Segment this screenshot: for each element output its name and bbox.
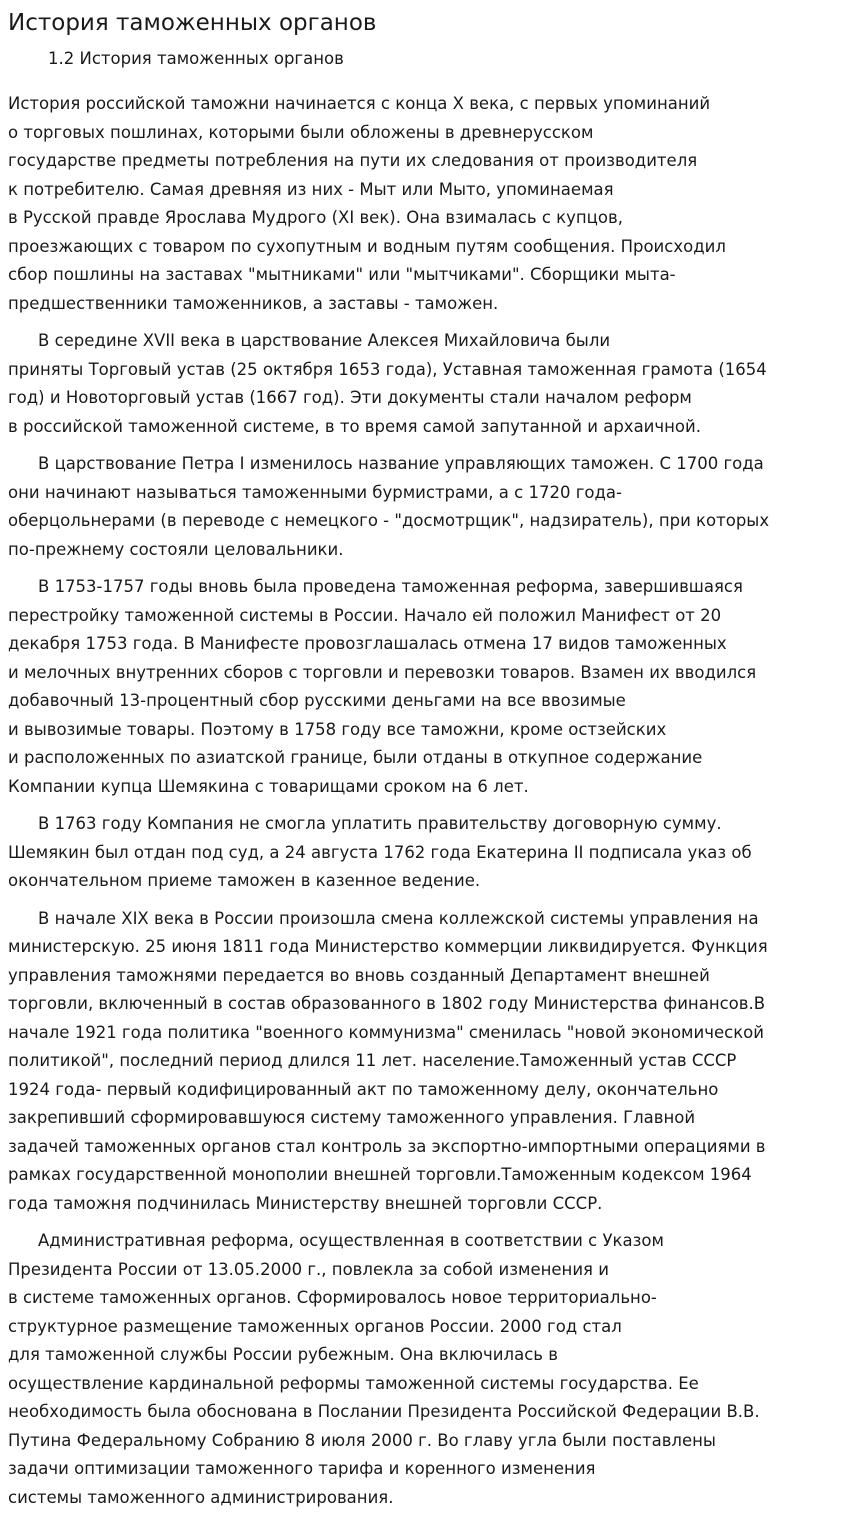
text-line: и мелочных внутренних сборов с торговли и перевозки товаров. Взамен их вводился bbox=[8, 662, 757, 682]
document-body bbox=[8, 90, 839, 1512]
text-line: необходимость была обоснована в Послании Президента Российской Федерации В.В. bbox=[8, 1402, 760, 1421]
text-line: год) и Новоторговый устав (1667 год). Эти документы стали началом реформ bbox=[8, 388, 692, 407]
text-line: начале 1921 года политика "военного коммунизма" сменилась "новой экономической bbox=[8, 1022, 764, 1042]
text-line: рамках государственной монополии внешней торговли.Таможенным кодексом 1964 bbox=[8, 1165, 752, 1184]
paragraph bbox=[8, 573, 839, 801]
text-line: политикой", последний период длился 11 лет. население.Таможенный устав СССР bbox=[8, 1051, 737, 1070]
text-line: Компании купца Шемякина с товарищами сроком на 6 лет. bbox=[8, 776, 529, 796]
paragraph bbox=[8, 905, 839, 1219]
paragraph bbox=[8, 810, 839, 896]
text-line: структурное размещение таможенных органов России. 2000 год стал bbox=[8, 1316, 622, 1336]
text-line: торговли, включенный в состав образованного в 1802 году Министерства финансов.В bbox=[8, 994, 766, 1013]
text-line: проезжающих с товаром по сухопутным и водным путям сообщения. Происходил bbox=[8, 236, 726, 256]
section-heading: 1.2 История таможенных органов bbox=[48, 49, 344, 68]
text-line: В начале XIX века в России произошла смена коллежской системы управления на bbox=[38, 908, 759, 928]
text-line: приняты Торговый устав (25 октября 1653 года), Уставная таможенная грамота (1654 bbox=[8, 359, 767, 379]
text-line: В царствование Петра I изменилось название управляющих таможен. С 1700 года bbox=[38, 454, 764, 473]
text-line: Административная реформа, осуществленная в соответствии с Указом bbox=[38, 1231, 664, 1250]
text-line: декабря 1753 года. В Манифесте провозглашалась отмена 17 видов таможенных bbox=[8, 634, 727, 653]
text-line: Путина Федеральному Собранию 8 июля 2000 г. Во главу угла были поставлены bbox=[8, 1430, 716, 1450]
text-line: в системе таможенных органов. Сформировалось новое территориально- bbox=[8, 1288, 657, 1307]
text-line: и вывозимые товары. Поэтому в 1758 году все таможни, кроме остзейских bbox=[8, 719, 667, 739]
text-line: года таможня подчинилась Министерству внешней торговли СССР. bbox=[8, 1193, 603, 1213]
text-line: системы таможенного администрирования. bbox=[8, 1487, 394, 1507]
text-line: История российской таможни начинается с конца X века, с первых упоминаний bbox=[8, 94, 711, 113]
text-line: закрепивший сформировавшуюся систему таможенного управления. Главной bbox=[8, 1108, 696, 1127]
text-line: задачей таможенных органов стал контроль за экспортно-импортными операциями в bbox=[8, 1136, 766, 1156]
text-line: в российской таможенной системе, в то время самой запутанной и архаичной. bbox=[8, 416, 701, 436]
paragraph bbox=[8, 90, 839, 318]
text-line: к потребителю. Самая древняя из них - Мыт или Мыто, упоминаемая bbox=[8, 179, 614, 199]
text-line: В середине XVII века в царствование Алексея Михайловича были bbox=[38, 331, 611, 350]
text-line: добавочный 13-процентный сбор русскими деньгами на все ввозимые bbox=[8, 691, 626, 710]
text-line: в Русской правде Ярослава Мудрого (XI век). Она взималась с купцов, bbox=[8, 208, 623, 227]
text-line: предшественники таможенников, а заставы - таможен. bbox=[8, 293, 499, 313]
text-line: государстве предметы потребления на пути их следования от производителя bbox=[8, 151, 698, 170]
text-line: для таможенной службы России рубежным. Она включилась в bbox=[8, 1345, 558, 1364]
page-title: История таможенных органов bbox=[8, 10, 377, 36]
paragraph bbox=[8, 1227, 839, 1512]
text-line: министерскую. 25 июня 1811 года Министерство коммерции ликвидируется. Функция bbox=[8, 937, 768, 956]
paragraph bbox=[8, 450, 839, 564]
text-line: управления таможнями передается во вновь созданный Департамент внешней bbox=[8, 965, 710, 985]
text-line: В 1763 году Компания не смогла уплатить правительству договорную сумму. bbox=[38, 814, 722, 833]
text-line: о торговых пошлинах, которыми были обложены в древнерусском bbox=[8, 122, 594, 142]
text-line: и расположенных по азиатской границе, были отданы в откупное содержание bbox=[8, 748, 703, 767]
text-line: окончательном приеме таможен в казенное ведение. bbox=[8, 871, 481, 890]
text-line: они начинают называться таможенными бурмистрами, а с 1720 года- bbox=[8, 482, 622, 502]
text-line: по-прежнему состояли целовальники. bbox=[8, 539, 344, 559]
text-line: осуществление кардинальной реформы таможенной системы государства. Ее bbox=[8, 1373, 699, 1393]
text-line: Шемякин был отдан под суд, а 24 августа 1762 года Екатерина II подписала указ об bbox=[8, 842, 752, 862]
text-line: задачи оптимизации таможенного тарифа и коренного изменения bbox=[8, 1459, 596, 1478]
text-line: оберцольнерами (в переводе с немецкого - "досмотрщик", надзиратель), при которых bbox=[8, 511, 770, 530]
text-line: перестройку таможенной системы в России. Начало ей положил Манифест от 20 bbox=[8, 605, 722, 625]
text-line: В 1753-1757 годы вновь была проведена таможенная реформа, завершившаяся bbox=[38, 577, 743, 596]
text-line: 1924 года- первый кодифицированный акт по таможенному делу, окончательно bbox=[8, 1079, 719, 1099]
text-line: Президента России от 13.05.2000 г., повлекла за собой изменения и bbox=[8, 1259, 609, 1279]
paragraph bbox=[8, 327, 839, 441]
text-line: сбор пошлины на заставах "мытниками" или "мытчиками". Сборщики мыта- bbox=[8, 265, 676, 284]
